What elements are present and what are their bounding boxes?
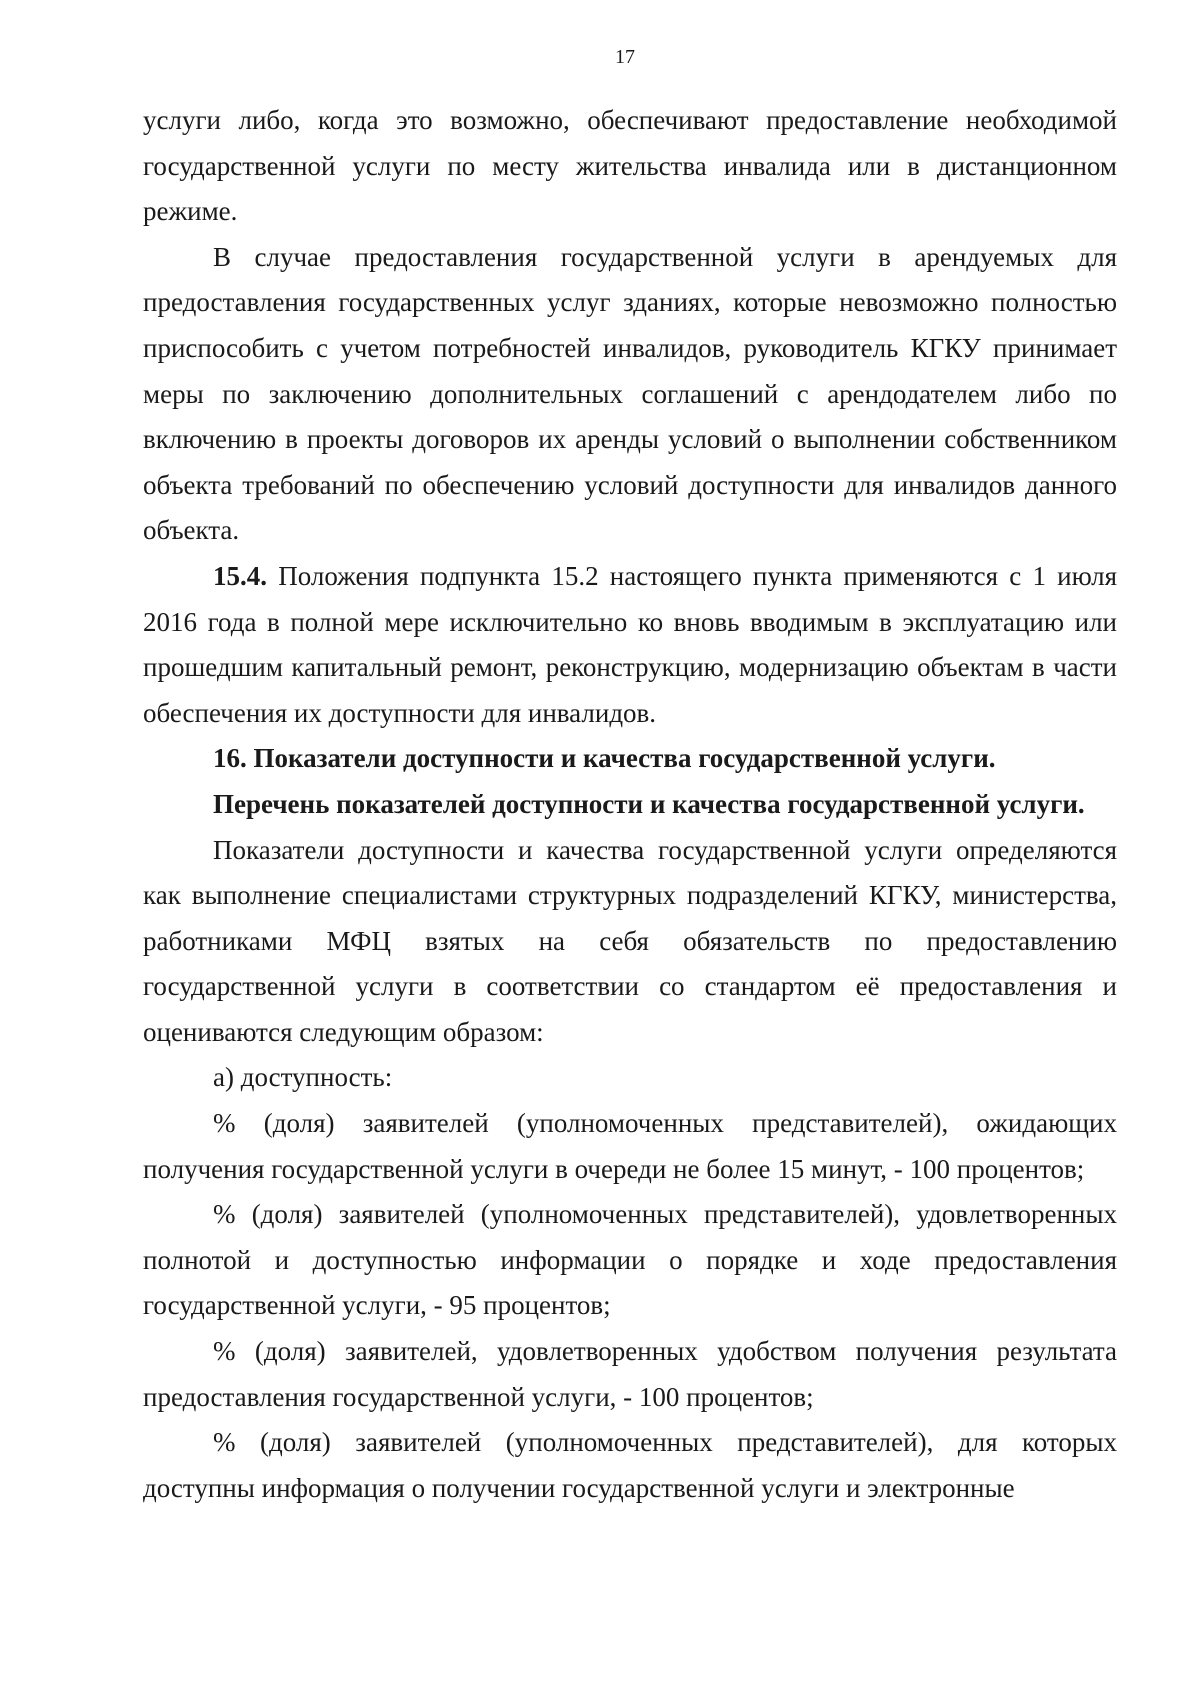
paragraph-indicators-definition: Показатели доступности и качества государственной услуги определяются как выполнение специалистами структурных подразделений КГКУ, министерства, работниками МФЦ взятых на себя обязательств по предоставлению государственной услуги в соответствии со стандартом её предоставления и оцениваются следующим образом: xyxy=(143,834,1117,1047)
indicator-queue-wait: % (доля) заявителей (уполномоченных представителей), ожидающих получения государственной услуги в очереди не более 15 минут, - 100 процентов; xyxy=(143,1108,1117,1184)
indicator-information-availability: % (доля) заявителей (уполномоченных представителей), для которых доступны информация о получении государственной услуги и электронные xyxy=(143,1427,1117,1503)
indicator-result-convenience: % (доля) заявителей, удовлетворенных удобством получения результата предоставления государственной услуги, - 100 процентов; xyxy=(143,1336,1117,1412)
paragraph-15-4 xyxy=(143,554,1117,736)
paragraph-continuation: услуги либо, когда это возможно, обеспечивают предоставление необходимой государственной услуги по месту жительства инвалида или в дистанционном режиме. xyxy=(143,105,1117,227)
subsection-heading-indicators: Перечень показателей доступности и качества государственной услуги. xyxy=(213,788,1085,819)
indicator-information-satisfaction: % (доля) заявителей (уполномоченных представителей), удовлетворенных полнотой и доступностью информации о порядке и ходе предоставления государственной услуги, - 95 процентов; xyxy=(143,1199,1117,1321)
section-heading-16: 16. Показатели доступности и качества государственной услуги. xyxy=(213,743,996,774)
document-body xyxy=(143,98,1117,1511)
clause-number: 15.4. xyxy=(213,560,267,591)
page-number: 17 xyxy=(615,46,635,68)
paragraph-rented-buildings: В случае предоставления государственной услуги в арендуемых для предоставления государственных услуг зданиях, которые невозможно полностью приспособить с учетом потребностей инвалидов, руководитель КГКУ принимает меры по заключению дополнительных соглашений с арендодателем либо по включению в проекты договоров их аренды условий о выполнении собственником объекта требований по обеспечению условий доступности для инвалидов данного объекта. xyxy=(143,241,1117,546)
list-heading-accessibility: а) доступность: xyxy=(213,1062,393,1093)
clause-text: Положения подпункта 15.2 настоящего пункта применяются с 1 июля 2016 года в полной мере исключительно ко вновь вводимым в эксплуатацию или прошедшим капитальный ремонт, реконструкцию, модернизацию объектам в части обеспечения их доступности для инвалидов. xyxy=(143,560,1117,728)
